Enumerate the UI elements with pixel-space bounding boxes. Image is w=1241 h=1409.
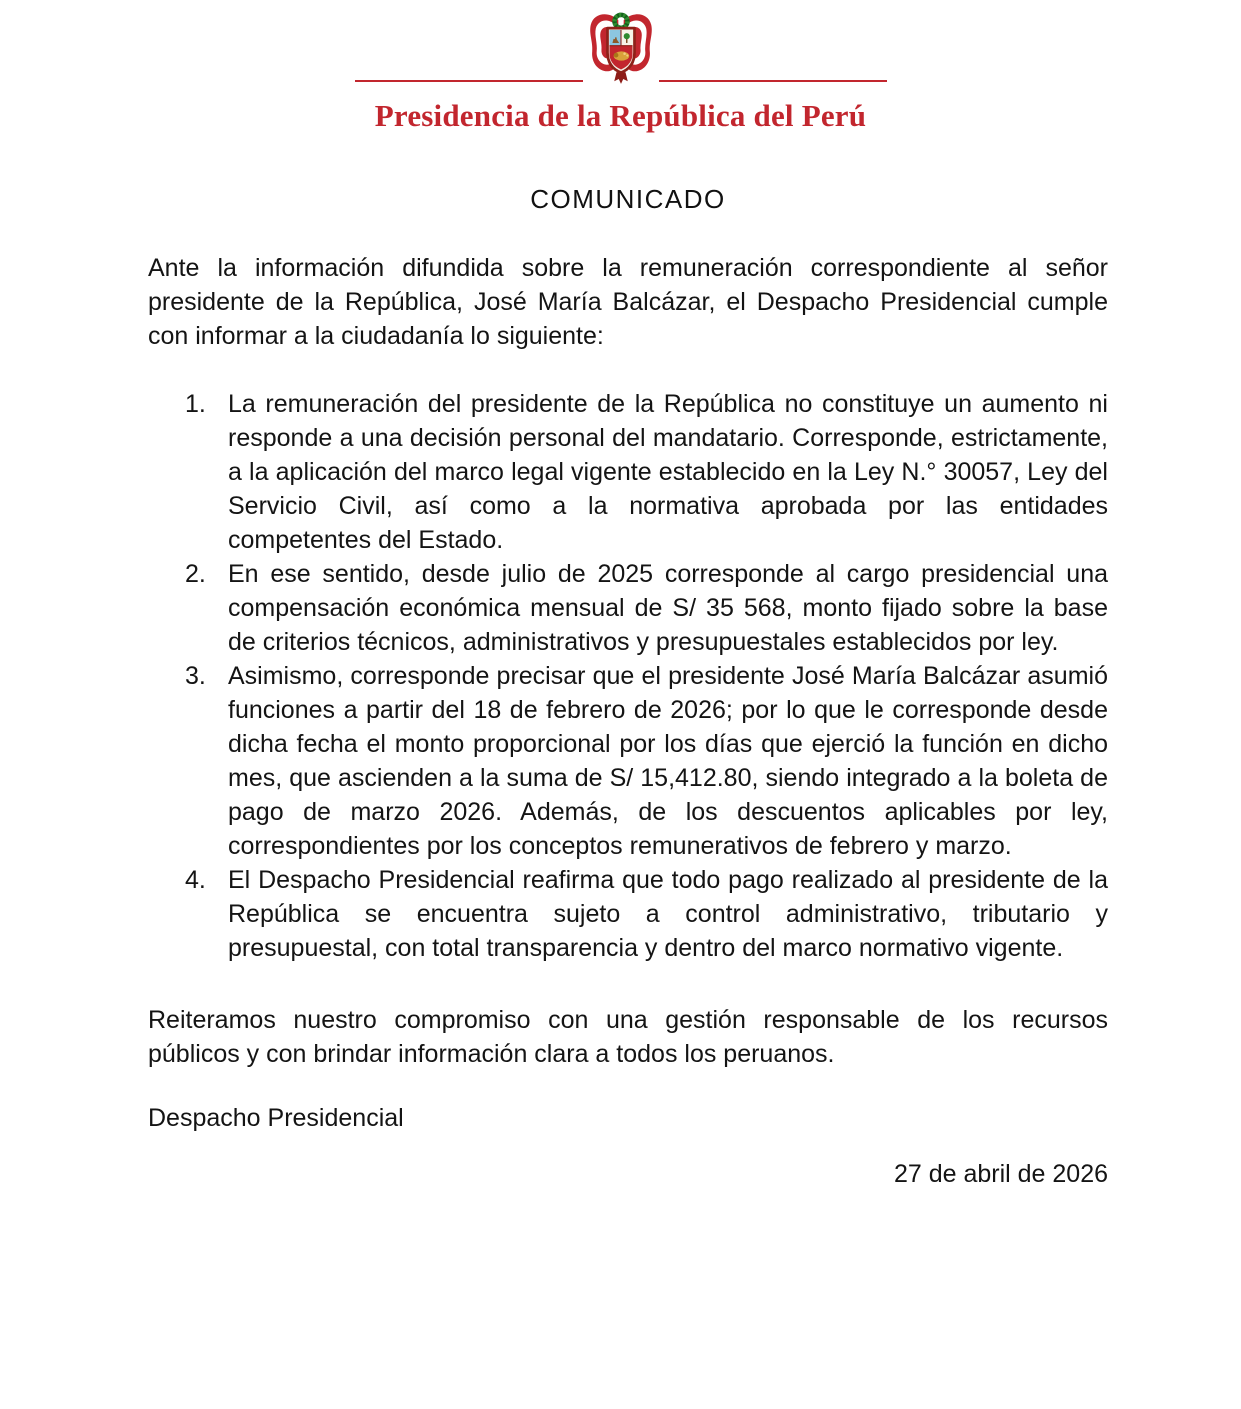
crest-row <box>0 8 1241 104</box>
item-number: 1. <box>185 390 206 418</box>
signature: Despacho Presidencial <box>148 1104 404 1132</box>
intro-paragraph: Ante la información difundida sobre la remuneración correspondiente al señor presidente de la República, José María Balcázar, el Despacho Presidencial cumple con informar a la ciudadanía lo siguiente: <box>148 254 1108 350</box>
left-rule <box>355 80 583 82</box>
item-text: La remuneración del presidente de la República no constituye un aumento ni responde a una decisión personal del mandatario. Corresponde, estrictamente, a la aplicación del marco legal vigente establecido en la Ley N.° 30057, Ley del Servicio Civil, así como a la normativa aprobada por las entidades competentes del Estado. <box>228 390 1108 554</box>
item-number: 3. <box>185 662 206 690</box>
item-number: 2. <box>185 560 206 588</box>
list-item <box>185 387 1108 557</box>
numbered-list <box>148 387 1108 965</box>
org-name: Presidencia de la República del Perú <box>374 98 867 133</box>
list-item <box>185 863 1108 965</box>
right-rule <box>659 80 887 82</box>
communique-body <box>0 184 1241 1191</box>
item-number: 4. <box>185 866 206 894</box>
document-title: COMUNICADO <box>530 184 726 214</box>
item-text: Asimismo, corresponde precisar que el presidente José María Balcázar asumió funciones a partir del 18 de febrero de 2026; por lo que le corresponde desde dicha fecha el monto proporcional por los días que ejerció la función en dicho mes, que ascienden a la suma de S/ 15,412.80, siendo integrado a la boleta de pago de marzo 2026. Además, de los descuentos aplicables por ley, correspondientes por los conceptos remunerativos de febrero y marzo. <box>228 662 1108 860</box>
peru-coat-of-arms-icon <box>585 8 657 104</box>
list-item <box>185 557 1108 659</box>
list-item <box>185 659 1108 863</box>
date: 27 de abril de 2026 <box>893 1160 1108 1188</box>
closing-paragraph: Reiteramos nuestro compromiso con una gestión responsable de los recursos públicos y con brindar información clara a todos los peruanos. <box>148 1006 1108 1068</box>
letterhead <box>0 0 1241 134</box>
item-text: En ese sentido, desde julio de 2025 corresponde al cargo presidencial una compensación económica mensual de S/ 35 568, monto fijado sobre la base de criterios técnicos, administrativos y presupuestales establecidos por ley. <box>228 560 1108 656</box>
item-text: El Despacho Presidencial reafirma que todo pago realizado al presidente de la República se encuentra sujeto a control administrativo, tributario y presupuestal, con total transparencia y dentro del marco normativo vigente. <box>228 866 1108 962</box>
